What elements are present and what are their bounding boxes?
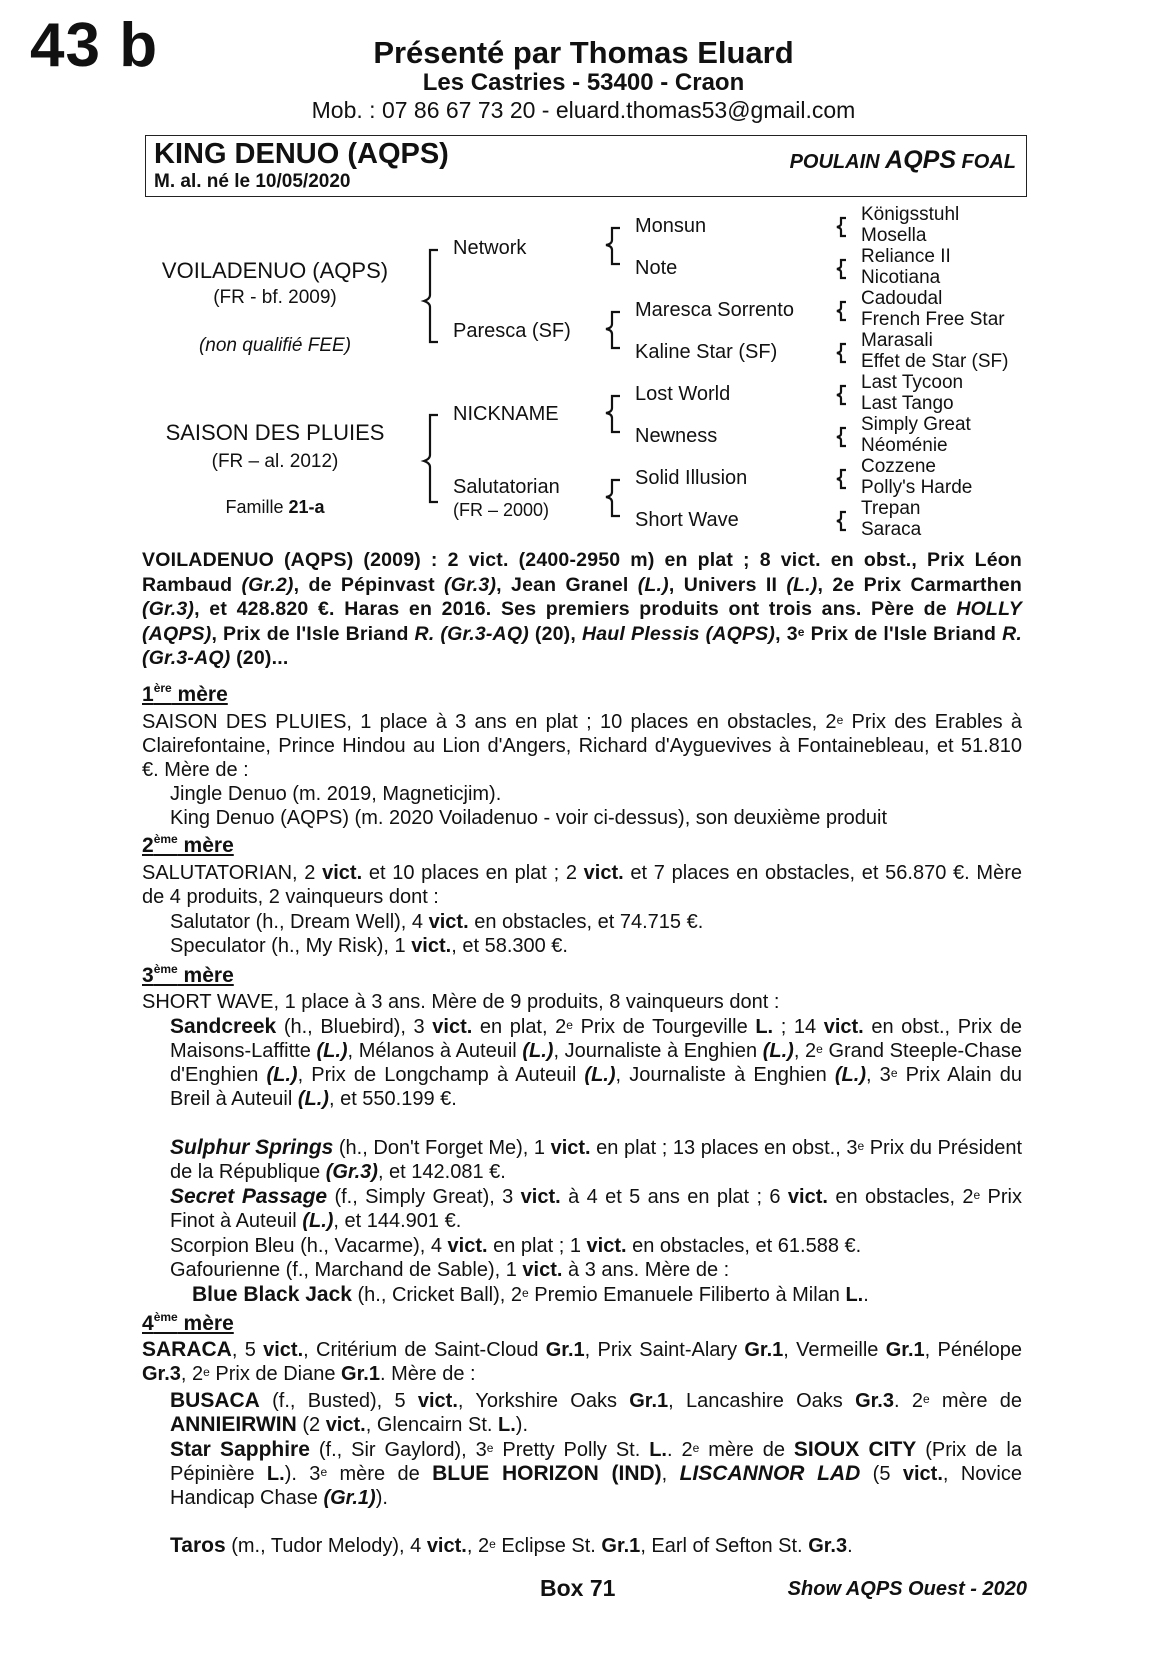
dam1-produce: King Denuo (AQPS) (m. 2020 Voiladenuo - voir ci-dessus), son deuxième produit (170, 807, 888, 829)
pedigree-gen3-name: Maresca Sorrento (635, 299, 794, 321)
bracket-line (837, 470, 846, 488)
pedigree-gen4-name: Cadoudal (861, 288, 943, 309)
pedigree-gen4-name: Saraca (861, 519, 922, 540)
pedigree-gen2-name: Salutatorian (453, 476, 560, 498)
presenter-contact: Mob. : 07 86 67 73 20 - eluard.thomas53@gmail.com (311, 97, 856, 123)
pedigree-brackets (0, 0, 1167, 560)
dam2-record: SALUTATORIAN, 2 vict. et 10 places en plat ; 2 vict. et 7 places en obstacles, et 56.870 €. Mère de 4 produits, 2 vainqueurs dont : (142, 862, 1022, 908)
bracket-line (837, 512, 846, 530)
bracket-line (606, 480, 620, 516)
horse-birth: M. al. né le 10/05/2020 (154, 171, 351, 192)
dam3-produce-sandcreek: Sandcreek (h., Bluebird), 3 vict. en plat, 2e Prix de Tourgeville L. ; 14 vict. en obst., Prix de Maisons-Laffitte (L.), Mélanos à Auteuil (L.), Journaliste à Enghien (L.), 2e Grand Steeple-Chase d'Enghien (L.), Prix de Longchamp à Auteuil (L.), Journaliste à Enghien (L.), 3e Prix Alain du Breil à Auteuil (L.), et 550.199 €. (170, 1015, 1022, 1110)
pedigree-gen2-name: NICKNAME (453, 403, 559, 425)
pedigree-gen2-name: Paresca (SF) (453, 320, 571, 342)
pedigree-gen3-name: Kaline Star (SF) (635, 341, 778, 363)
dam3-grandproduce-blue-black-jack: Blue Black Jack (h., Cricket Ball), 2e Premio Emanuele Filiberto à Milan L.. (192, 1283, 869, 1306)
section-heading-2nd-dam: 2ème mère (142, 832, 234, 857)
bracket-line (837, 386, 846, 404)
sire-info: (FR - bf. 2009) (213, 287, 337, 308)
bracket-line (837, 302, 846, 320)
dam-family: Famille 21-a (225, 497, 325, 517)
pedigree-gen4-name: Last Tango (861, 393, 954, 414)
pedigree-gen4-name: Néoménie (861, 435, 948, 456)
pedigree-gen2-name: Network (453, 237, 527, 259)
bracket-line (837, 428, 846, 446)
dam-name: SAISON DES PLUIES (165, 420, 385, 445)
dam4-produce-taros: Taros (m., Tudor Melody), 4 vict., 2e Eclipse St. Gr.1, Earl of Sefton St. Gr.3. (170, 1534, 853, 1557)
sire-paragraph: VOILADENUO (AQPS) (2009) : 2 vict. (2400-2950 m) en plat ; 8 vict. en obst., Prix Léon Rambaud (Gr.2), de Pépinvast (Gr.3), Jean Granel (L.), Univers II (L.), 2e Prix Carmarthen (Gr.3), et 428.820 €. Haras en 2016. Ses premiers produits ont trois ans. Père de HOLLY (AQPS), Prix de l'Isle Briand R. (Gr.3-AQ) (20), Haul Plessis (AQPS), 3e Prix de l'Isle Briand R. (Gr.3-AQ) (20)... (142, 549, 1023, 669)
dam3-produce-sulphur-springs: Sulphur Springs (h., Don't Forget Me), 1 vict. en plat ; 13 places en obst., 3e Prix du Président de la République (Gr.3), et 142.081 €. (170, 1136, 1023, 1183)
pedigree-gen3-name: Short Wave (635, 509, 739, 531)
dam4-produce-star-sapphire: Star Sapphire (f., Sir Gaylord), 3e Pretty Polly St. L.. 2e mère de SIOUX CITY (Prix de la Pépinière L.). 3e mère de BLUE HORIZON (IND), LISCANNOR LAD (5 vict., Novice Handicap Chase (Gr.1)). (170, 1438, 1022, 1509)
pedigree-gen4-name: Simply Great (861, 414, 971, 435)
bracket-line (424, 250, 438, 342)
bracket-line (606, 312, 620, 348)
bracket-line (606, 228, 620, 264)
dam2-produce: Speculator (h., My Risk), 1 vict., et 58.300 €. (170, 935, 568, 957)
dam-info: (FR – al. 2012) (211, 451, 339, 472)
pedigree-gen2-info: (FR – 2000) (453, 500, 550, 520)
bracket-line (424, 415, 438, 502)
bracket-line (837, 344, 846, 362)
pedigree-gen3-name: Newness (635, 425, 718, 447)
horse-name: KING DENUO (AQPS) (154, 138, 449, 170)
pedigree-gen3-name: Monsun (635, 215, 707, 237)
pedigree-gen3-name: Solid Illusion (635, 467, 748, 489)
dam1-record: SAISON DES PLUIES, 1 place à 3 ans en plat ; 10 places en obstacles, 2e Prix des Erables à Clairefontaine, Prince Hindou au Lion d'Angers, Richard d'Ayguevives à Fontainebleau, et 51.810 €. Mère de : (142, 711, 1022, 781)
pedigree-gen4-name: Mosella (861, 225, 927, 246)
pedigree-gen4-name: Polly's Harde (861, 477, 973, 498)
horse-type: POULAIN AQPS FOAL (789, 146, 1016, 174)
pedigree-gen4-name: Effet de Star (SF) (861, 351, 1009, 372)
pedigree-gen3-name: Lost World (635, 383, 731, 405)
presenter-address: Les Castries - 53400 - Craon (422, 69, 745, 96)
dam3-produce-gafourienne: Gafourienne (f., Marchand de Sable), 1 vict. à 3 ans. Mère de : (170, 1259, 730, 1281)
box-number: Box 71 (540, 1575, 616, 1601)
lot-number: 43 b (30, 11, 159, 80)
pedigree-gen3-name: Note (635, 257, 678, 279)
dam3-produce-secret-passage: Secret Passage (f., Simply Great), 3 vict. à 4 et 5 ans en plat ; 6 vict. en obstacles, 2e Prix Finot à Auteuil (L.), et 144.901 €. (170, 1185, 1023, 1232)
sire-name: VOILADENUO (AQPS) (161, 258, 389, 283)
bracket-line (606, 396, 620, 432)
presenter-name: Présenté par Thomas Eluard (373, 35, 794, 70)
bracket-line (837, 218, 846, 236)
section-heading-3rd-dam: 3ème mère (142, 962, 234, 987)
dam3-produce-scorpion-bleu: Scorpion Bleu (h., Vacarme), 4 vict. en plat ; 1 vict. en obstacles, et 61.588 €. (170, 1235, 862, 1257)
dam3-record: SHORT WAVE, 1 place à 3 ans. Mère de 9 produits, 8 vainqueurs dont : (142, 991, 780, 1013)
bracket-line (837, 260, 846, 278)
pedigree-gen4-name: Trepan (861, 498, 921, 519)
dam4-record: SARACA, 5 vict., Critérium de Saint-Cloud Gr.1, Prix Saint-Alary Gr.1, Vermeille Gr.1, Pénélope Gr.3, 2e Prix de Diane Gr.1. Mère de : (142, 1338, 1022, 1385)
pedigree-gen4-name: Nicotiana (861, 267, 941, 288)
pedigree-gen4-name: Cozzene (861, 456, 936, 477)
section-heading-4th-dam: 4ème mère (142, 1310, 234, 1335)
pedigree-gen4-name: Marasali (861, 330, 933, 351)
sire-note: (non qualifié FEE) (198, 335, 352, 356)
pedigree-gen4-name: Last Tycoon (861, 372, 964, 393)
show-name: Show AQPS Ouest - 2020 (787, 1578, 1027, 1600)
section-heading-1st-dam: 1ère mère (142, 681, 228, 706)
dam4-produce-busaca: BUSACA (f., Busted), 5 vict., Yorkshire Oaks Gr.1, Lancashire Oaks Gr.3. 2e mère de ANNIEIRWIN (2 vict., Glencairn St. L.). (170, 1389, 1022, 1436)
pedigree-gen4-name: French Free Star (861, 309, 1005, 330)
pedigree-gen4-name: Königsstuhl (861, 204, 960, 225)
dam1-produce: Jingle Denuo (m. 2019, Magneticjim). (170, 783, 502, 805)
dam2-produce: Salutator (h., Dream Well), 4 vict. en obstacles, et 74.715 €. (170, 911, 704, 933)
pedigree-gen4-name: Reliance II (861, 246, 951, 267)
